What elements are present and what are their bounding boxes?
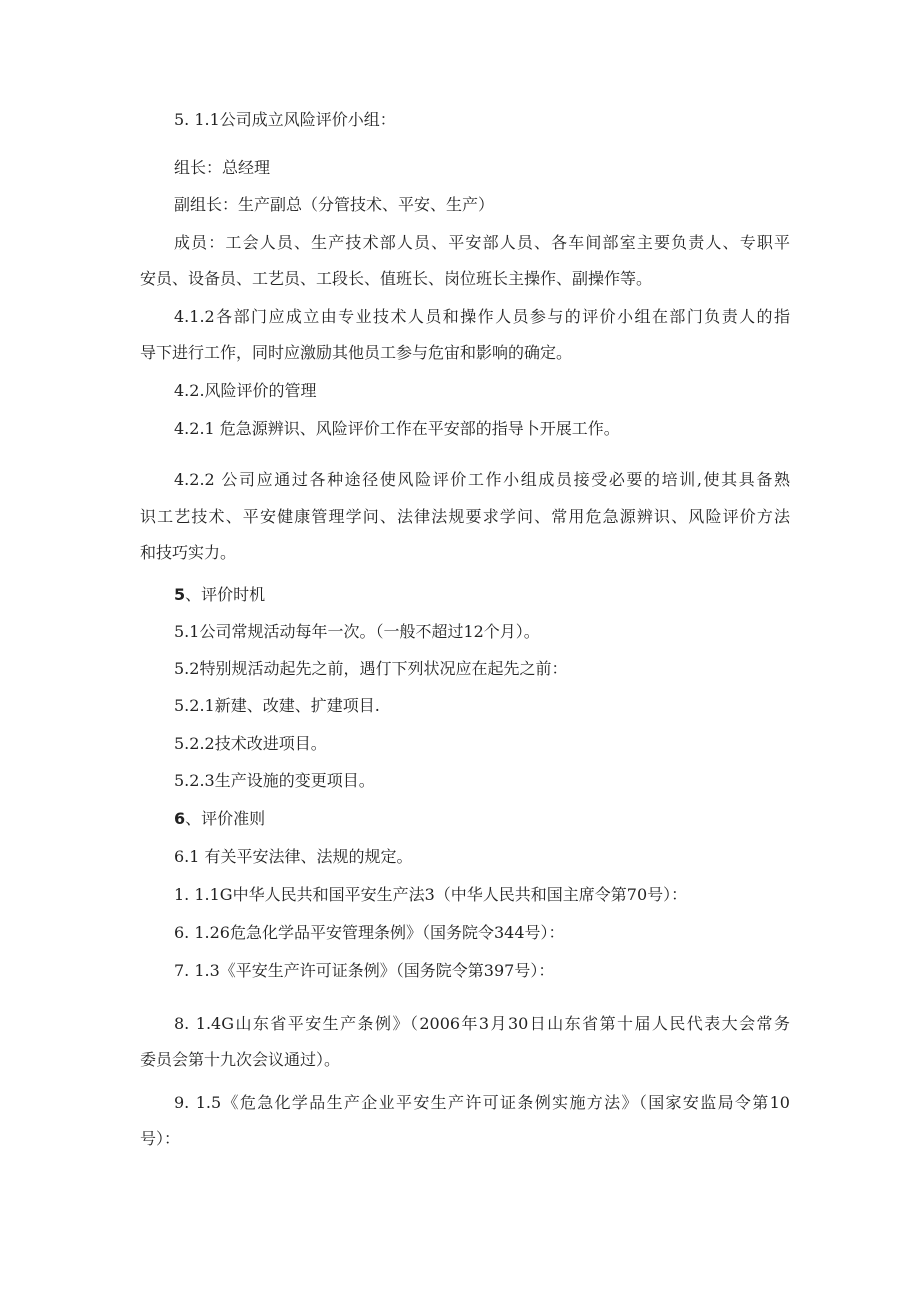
paragraph-line: 组长：总经理 bbox=[174, 158, 271, 177]
heading-text: 评价时机 bbox=[201, 585, 266, 604]
paragraph-line: 委员会第十九次会议通过）。 bbox=[140, 1050, 341, 1069]
paragraph-line: 8. 1.4G山东省平安生产条例》（2006年3月30日山东省第十届人民代表大会常务 bbox=[174, 1014, 790, 1033]
paragraph-line: 成员：工会人员、生产技术部人员、平安部人员、各车间部室主要负责人、专职平 bbox=[174, 233, 790, 252]
paragraph-line: 安员、设备员、工艺员、工段长、值班长、岗位班长主操作、副操作等。 bbox=[140, 269, 653, 288]
paragraph-line: 和技巧实力。 bbox=[140, 543, 237, 562]
paragraph-line: 4.2.2 公司应通过各种途径使风险评价工作小组成员接受必要的培训,使其具备熟 bbox=[174, 470, 790, 489]
section-heading bbox=[174, 808, 265, 830]
heading-number: 5 bbox=[174, 585, 186, 604]
paragraph-line: 4.2.风险评价的管理 bbox=[174, 381, 317, 400]
paragraph-line: 7. 1.3《平安生产许可证条例》（国务院令第397号）： bbox=[174, 961, 555, 980]
section-heading bbox=[174, 584, 265, 606]
paragraph-line: 5.2.1新建、改建、扩建项目. bbox=[174, 696, 380, 715]
paragraph-line: 识工艺技术、平安健康管理学问、法律法规要求学问、常用危急源辨识、风险评价方法 bbox=[140, 507, 790, 526]
heading-text: 评价准则 bbox=[201, 809, 266, 828]
paragraph-line: 号）： bbox=[140, 1129, 181, 1148]
paragraph-line: 5. 1.1公司成立风险评价小组： bbox=[174, 110, 396, 129]
paragraph-line: 6.1 有关平安法律、法规的规定。 bbox=[174, 847, 413, 866]
heading-separator: 、 bbox=[185, 585, 202, 604]
paragraph-line: 5.2特别规活动起先之前，遇仃下列状况应在起先之前： bbox=[174, 659, 568, 678]
paragraph-line: 1. 1.1G中华人民共和国平安生产法3（中华人民共和国主席令第70号）： bbox=[174, 885, 688, 904]
heading-number: 6 bbox=[174, 809, 186, 828]
paragraph-line: 导下进行工作，同时应激励其他员工参与危宙和影响的确定。 bbox=[140, 343, 573, 362]
paragraph-line: 6. 1.26危急化学品平安管理条例》（国务院令344号）： bbox=[174, 923, 565, 942]
paragraph-line: 9. 1.5《危急化学品生产企业平安生产许可证条例实施方法》（国家安监局令第10 bbox=[174, 1093, 790, 1112]
paragraph-line: 4.1.2各部门应成立由专业技术人员和操作人员参与的评价小组在部门负责人的指 bbox=[174, 307, 790, 326]
paragraph-line: 5.2.2技术改进项目。 bbox=[174, 734, 327, 753]
paragraph-line: 副组长：生产副总（分管技术、平安、生产） bbox=[174, 195, 495, 214]
paragraph-line: 5.1公司常规活动每年一次。（一般不超过12个月）。 bbox=[174, 622, 540, 641]
heading-separator: 、 bbox=[185, 809, 202, 828]
paragraph-line: 4.2.1 危急源辨识、风险评价工作在平安部的指导卜开展工作。 bbox=[174, 419, 620, 438]
paragraph-line: 5.2.3生产设施的变更项目。 bbox=[174, 771, 375, 790]
